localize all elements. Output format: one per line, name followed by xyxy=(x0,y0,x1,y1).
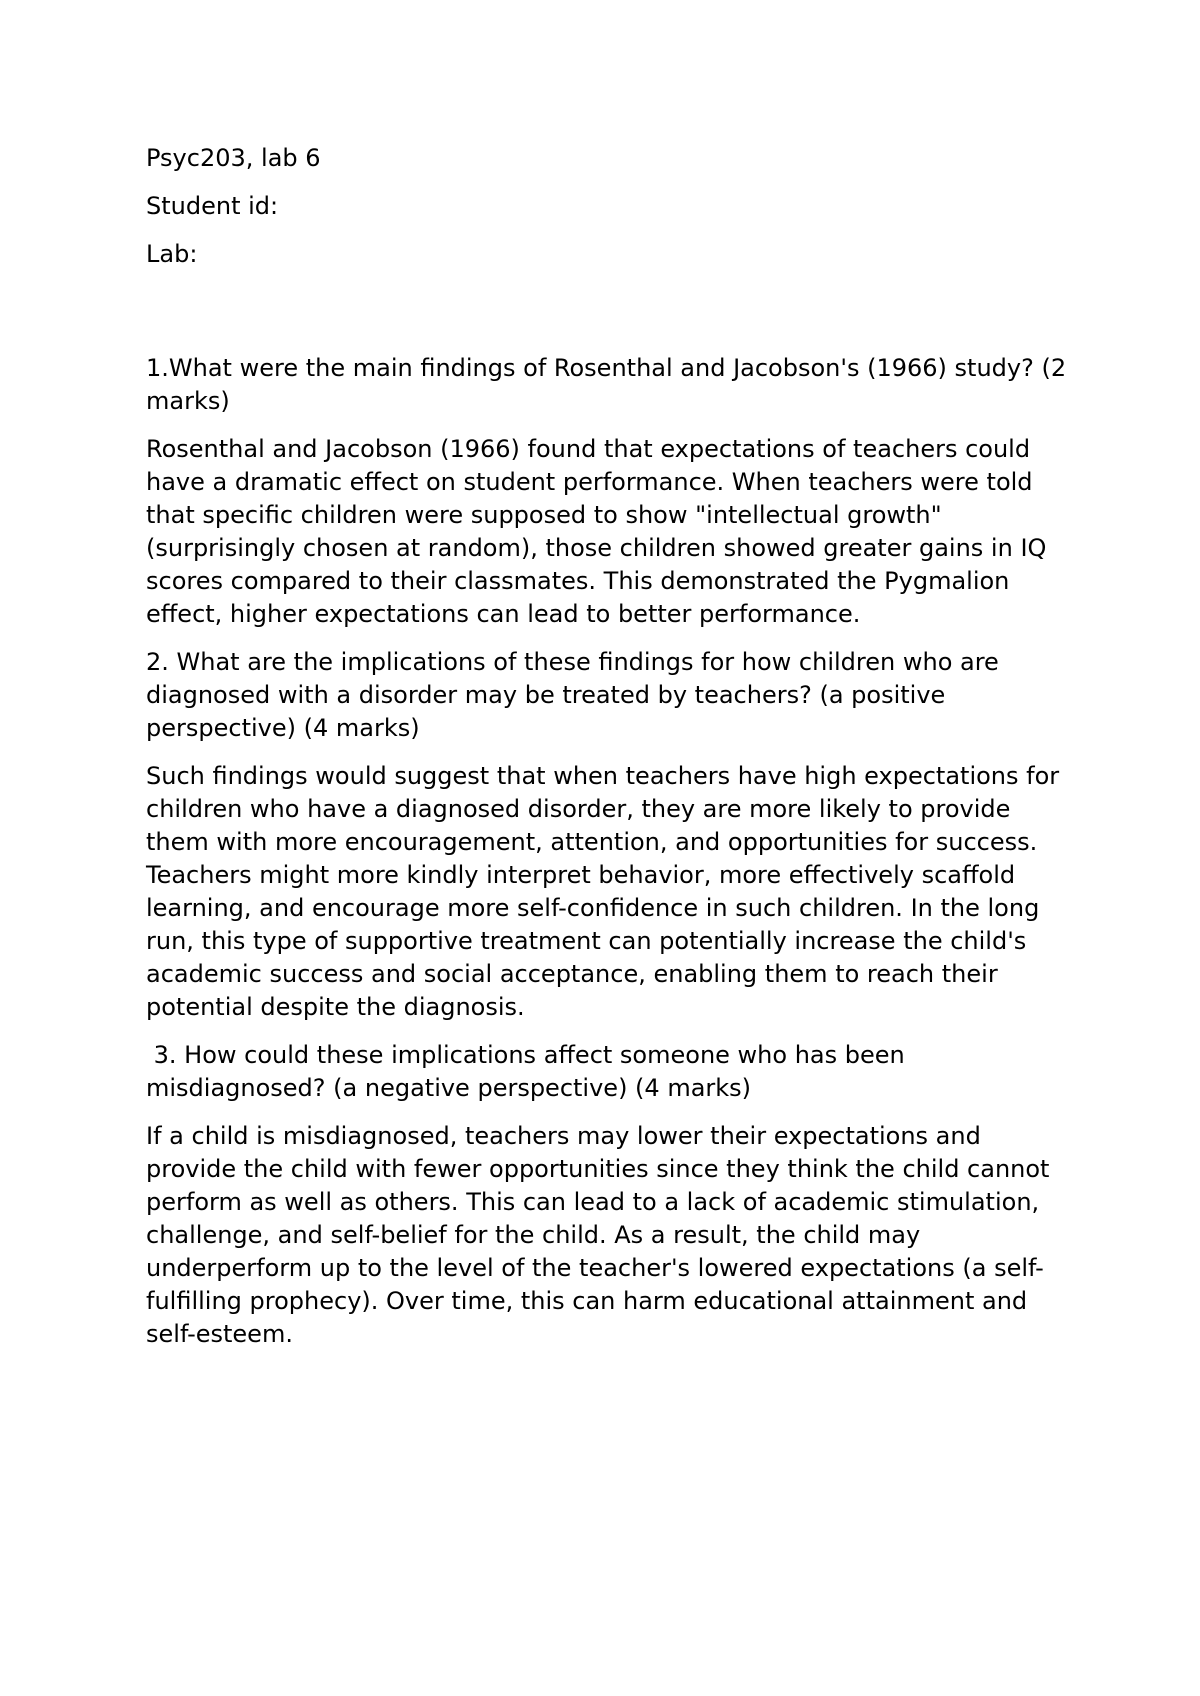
answer-2: Such findings would suggest that when teachers have high expectations for children who have a diagnosed disorder, they are more likely to provide them with more encouragement, attention, and opportunities for success. Teachers might more kindly interpret behavior, more effectively scaffold learning, and encourage more self-confidence in such children. In the long run, this type of supportive treatment can potentially increase the child's academic success and social acceptance, enabling them to reach their potential despite the diagnosis. xyxy=(146,762,1060,1021)
student-id-label: Student id: xyxy=(146,192,279,220)
question-2: 2. What are the implications of these findings for how children who are diagnosed with a disorder may be treated by teachers? (a positive perspective) (4 marks) xyxy=(146,648,999,742)
spacer xyxy=(146,286,1076,352)
answer-3: If a child is misdiagnosed, teachers may lower their expectations and provide the child with fewer opportunities since they think the child cannot perform as well as others. This can lead to a lack of academic stimulation, challenge, and self-belief for the child. As a result, the child may underperform up to the level of the teacher's lowered expectations (a self-fulfilling prophecy). Over time, this can harm educational attainment and self-esteem. xyxy=(146,1122,1050,1348)
document-page xyxy=(146,142,1076,1366)
question-3: 3. How could these implications affect someone who has been misdiagnosed? (a negative perspective) (4 marks) xyxy=(146,1041,913,1102)
answer-1: Rosenthal and Jacobson (1966) found that expectations of teachers could have a dramatic effect on student performance. When teachers were told that specific children were supposed to show "intellectual growth" (surprisingly chosen at random), those children showed greater gains in IQ scores compared to their classmates. This demonstrated the Pygmalion effect, higher expectations can lead to better performance. xyxy=(146,435,1047,628)
question-1: 1.What were the main findings of Rosenthal and Jacobson's (1966) study? (2 marks) xyxy=(146,354,1067,415)
lab-label: Lab: xyxy=(146,240,198,268)
course-title: Psyc203, lab 6 xyxy=(146,144,321,172)
